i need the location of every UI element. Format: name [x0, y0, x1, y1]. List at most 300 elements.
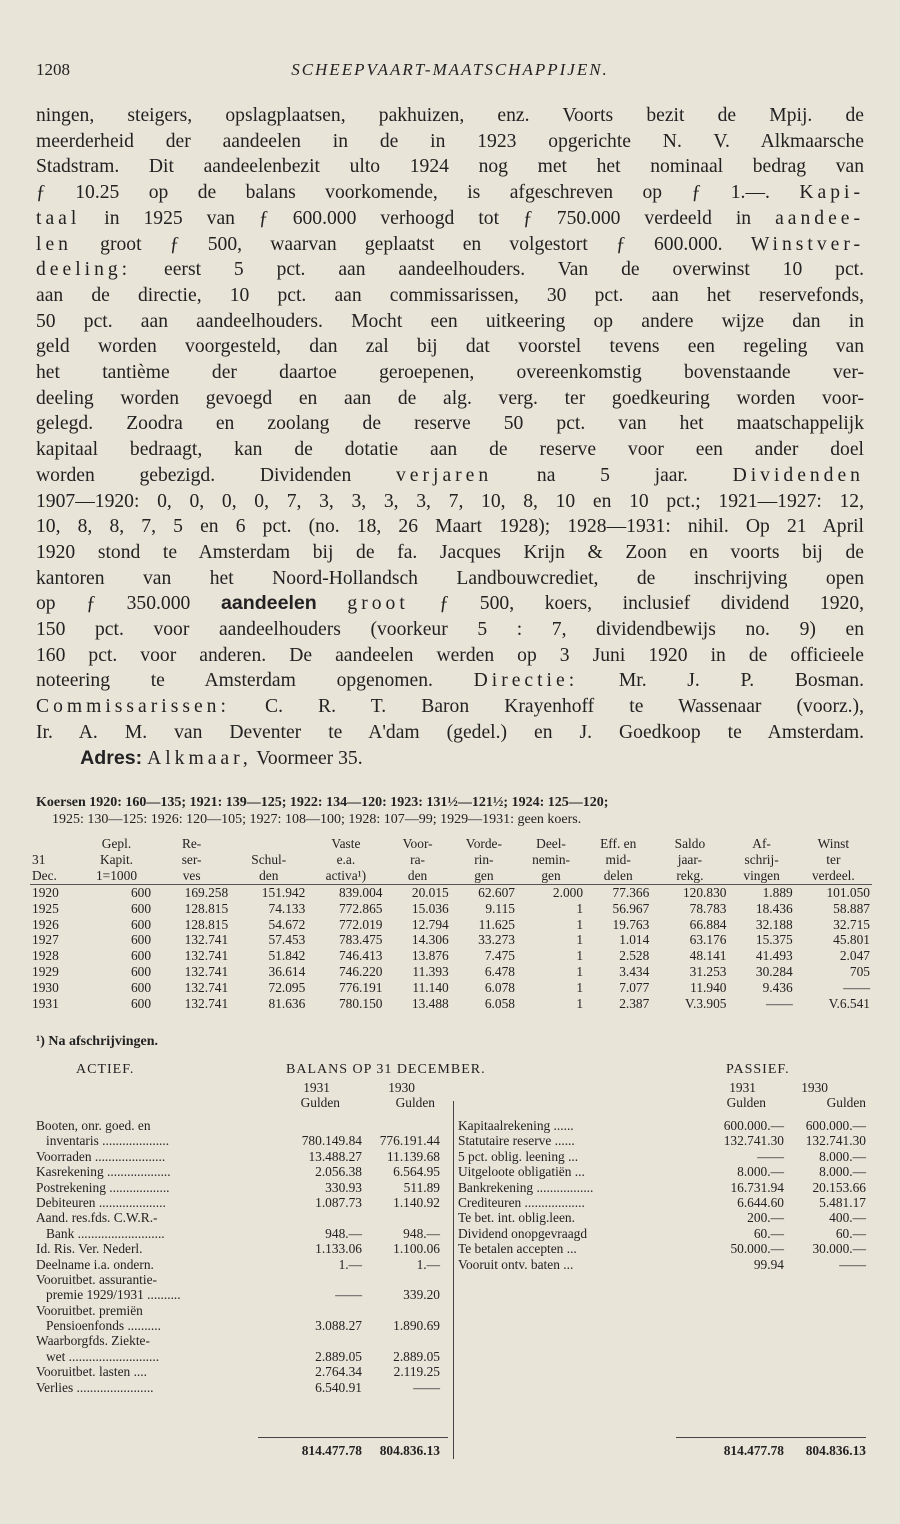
passief-row [458, 1180, 866, 1195]
table-cell: den [384, 868, 450, 884]
table-cell: 6.478 [484, 964, 515, 980]
table-cell: Saldo [674, 836, 706, 851]
table-cell: 6.078 [484, 980, 515, 996]
text-line [36, 463, 864, 489]
actief-year-heading [250, 1080, 450, 1111]
table-cell: rin- [474, 851, 494, 867]
table-cell: 62.607 [478, 884, 515, 900]
balans-item-label: Verlies ....................... [36, 1379, 154, 1395]
text-line: 1907—1920: 0, 0, 0, 0, 7, 3, 3, 3, 3, 7, 10, 8, 10 en 10 pct.; 1921—1927: 12, [36, 490, 864, 512]
balans-header [36, 1062, 864, 1080]
body-text [36, 103, 864, 771]
table-cell: 600 [130, 964, 152, 980]
emph-alkmaar: Alkmaar, [147, 747, 252, 769]
table-cell: 9.436 [762, 980, 793, 996]
actief-row [36, 1149, 448, 1164]
table-row [30, 964, 872, 980]
table-cell: gen [517, 868, 585, 884]
table-cell: 32.715 [833, 916, 870, 932]
table-cell: 128.815 [184, 900, 229, 916]
balans-value-1930: 8.000.— [819, 1148, 866, 1164]
balans-value-1930: 2.889.05 [393, 1348, 440, 1364]
table-cell: 746.413 [338, 948, 383, 964]
table-cell: 1 [576, 916, 584, 932]
passief-row [458, 1257, 866, 1272]
balans-value-1931: 780.149.84 [301, 1133, 362, 1149]
table-cell: 36.614 [268, 964, 306, 980]
passief-row [458, 1210, 866, 1225]
table-cell: 2.047 [839, 948, 870, 964]
section-directie: Directie: [473, 670, 579, 692]
passief-total-1931: 814.477.78 [723, 1443, 784, 1458]
text-line [36, 257, 864, 283]
table-cell: 1 [576, 964, 584, 980]
table-cell: 600 [130, 884, 152, 900]
table-cell: nemin- [532, 851, 570, 867]
table-cell: 56.967 [612, 900, 650, 916]
table-cell: Dec. [30, 868, 80, 884]
table-cell: Winst [817, 836, 850, 851]
page-number: 1208 [36, 60, 70, 79]
table-cell: 132.741 [184, 948, 229, 964]
actief-total-rule [258, 1437, 448, 1438]
balans-item-label: Vooruitbet. assurantie- [36, 1271, 157, 1287]
text-line [36, 746, 864, 772]
text-line [36, 668, 864, 694]
balans-item-label: Kapitaalrekening ...... [458, 1118, 574, 1133]
table-cell: 1925 [32, 900, 59, 916]
balans-item-label: Bankrekening ................. [458, 1179, 594, 1195]
table-cell: 772.019 [338, 916, 383, 932]
table-cell: 1927 [32, 932, 59, 948]
table-cell: 13.488 [411, 996, 449, 1012]
passief-row [458, 1164, 866, 1179]
table-cell [230, 836, 307, 852]
actief-total-1931: 814.477.78 [301, 1443, 362, 1458]
passief-year-1930: 1930 [801, 1080, 828, 1095]
actief-row [36, 1303, 448, 1318]
text-line [36, 180, 864, 206]
balans-value-1931: 3.088.27 [315, 1318, 362, 1334]
passief-row [458, 1149, 866, 1164]
table-cell: den [230, 868, 307, 884]
table-cell: 1 [576, 932, 584, 948]
text-line: aan de directie, 10 pct. aan commissarissen, 30 pct. aan het reservefonds, [36, 284, 864, 306]
table-cell: 11.625 [478, 916, 515, 932]
balans-value-1931: 132.741.30 [723, 1133, 784, 1149]
table-cell: 772.865 [338, 900, 383, 916]
table-cell: delen [585, 868, 651, 884]
balans-value-1930: 776.191.44 [379, 1133, 440, 1149]
table-cell: 31.253 [689, 964, 727, 980]
table-cell: V.3.905 [685, 996, 727, 1012]
table-cell: V.6.541 [828, 996, 870, 1012]
table-cell: 1920 [32, 884, 59, 900]
table-cell: 81.636 [268, 996, 306, 1012]
table-row [30, 917, 872, 933]
table-cell: jaar- [677, 851, 703, 867]
table-cell: 1=1000 [80, 868, 153, 884]
balans-value-1931: 1.133.06 [315, 1241, 362, 1257]
table-cell: 15.036 [411, 900, 449, 916]
balans-item-label: Voorraden ..................... [36, 1148, 166, 1164]
text-line: Stadstram. Dit aandeelenbezit ulto 1924 nog met het nominaal bedrag van [36, 156, 864, 178]
text-line [36, 591, 864, 617]
text-segment: ƒ 500, koers, inclusief dividend 1920, [439, 593, 865, 615]
balans-value-1931: —— [335, 1287, 362, 1303]
balans-value-1931: 13.488.27 [308, 1148, 362, 1164]
table-cell: mid- [605, 851, 631, 867]
table-cell: 31 [32, 851, 46, 867]
text-line [36, 206, 864, 232]
balans-item-label: Debiteuren .................... [36, 1194, 166, 1210]
table-cell: 3.434 [619, 964, 650, 980]
balans-value-1930: 339.20 [403, 1287, 440, 1303]
table-cell: 51.842 [268, 948, 306, 964]
passief-row [458, 1226, 866, 1241]
balans-item-label: Aand. res.fds. C.W.R.- [36, 1210, 158, 1226]
section-kapitaal-end: taal [36, 207, 81, 229]
table-cell: Re- [181, 836, 202, 851]
table-cell: 169.258 [184, 884, 229, 900]
balans-value-1931: 50.000.— [730, 1241, 784, 1257]
text-line: ningen, steigers, opslagplaatsen, pakhuizen, enz. Voorts bezit de Mpij. de [36, 105, 864, 126]
table-cell: vingen [728, 868, 794, 884]
table-cell: —— [765, 996, 793, 1012]
actief-row [36, 1133, 448, 1148]
table-cell: 45.801 [833, 932, 870, 948]
passief-column [458, 1118, 866, 1272]
balans-value-1930: 6.564.95 [393, 1164, 440, 1180]
table-cell: 54.672 [268, 916, 306, 932]
text-line: 150 pct. voor aandeelhouders (voorkeur 5 : 7, dividendbewijs no. 9) en [36, 619, 864, 641]
balans-value-1931: 2.056.38 [315, 1164, 362, 1180]
text-segment: na 5 jaar. [536, 464, 688, 486]
balans-item-label: 5 pct. oblig. leening ... [458, 1148, 579, 1164]
passief-row [458, 1118, 866, 1133]
passief-label: PASSIEF. [726, 1062, 790, 1077]
text-line: gelegd. Zoodra en zoolang de reserve 50 pct. van het maatschappelijk [36, 413, 864, 435]
balans-value-1931: 2.764.34 [315, 1364, 362, 1380]
table-cell: 1931 [32, 996, 59, 1012]
balans-item-label: Postrekening .................. [36, 1179, 170, 1195]
table-row [30, 884, 872, 900]
table-cell: 151.942 [261, 884, 306, 900]
passief-total-rule [676, 1437, 866, 1438]
balans-value-1931: 60.— [753, 1225, 784, 1241]
text-line: 10, 8, 8, 7, 5 en 6 pct. (no. 18, 26 Maart 1928); 1928—1931: nihil. Op 21 April [36, 516, 864, 538]
text-segment: groot ƒ 500, waarvan geplaatst en volgestort ƒ 600.000. [100, 233, 723, 255]
table-cell: e.a. [336, 851, 356, 867]
text-segment: noteering te Amsterdam opgenomen. [36, 670, 433, 692]
text-line: 160 pct. voor anderen. De aandeelen werden op 3 Juni 1920 in de officieele [36, 644, 864, 666]
running-title: SCHEEPVAART-MAATSCHAPPIJEN. [291, 60, 609, 79]
balans-value-1930: 1.100.06 [393, 1241, 440, 1257]
emph-aandeelen-end: len [36, 233, 72, 255]
table-cell: 1 [576, 996, 584, 1012]
statistics-table [30, 836, 872, 1012]
table-cell: ter [826, 851, 841, 867]
text-line: kapitaal bedraagt, kan de dotatie aan de reserve voor een ander doel [36, 439, 864, 461]
balans-item-label: Crediteuren .................. [458, 1194, 585, 1210]
actief-row [36, 1257, 448, 1272]
balans-value-1931: 200.— [747, 1210, 784, 1226]
table-cell: 1929 [32, 964, 59, 980]
table-row [30, 980, 872, 996]
table-cell: 63.176 [689, 932, 727, 948]
balans-item-label: Vooruitbet. premiën [36, 1302, 143, 1318]
balans-item-label: Kasrekening ................... [36, 1164, 171, 1180]
balans-item-label: Pensioenfonds .......... [46, 1318, 161, 1334]
table-cell: Schul- [251, 851, 287, 867]
table-cell: activa¹) [307, 868, 384, 884]
balans-value-1931: 1.087.73 [315, 1194, 362, 1210]
table-cell: 14.306 [411, 932, 449, 948]
actief-year-1930: 1930 [388, 1080, 415, 1095]
table-cell: 12.794 [411, 916, 449, 932]
balans-item-label: Waarborgfds. Ziekte- [36, 1333, 150, 1349]
passief-year-heading [660, 1080, 866, 1111]
text-line [36, 232, 864, 258]
passief-row [458, 1241, 866, 1256]
table-cell: 20.015 [411, 884, 449, 900]
balans-value-1931: 99.94 [753, 1256, 784, 1272]
table-cell: 132.741 [184, 964, 229, 980]
table-footnote: ¹) Na afschrijvingen. [36, 1034, 159, 1049]
table-cell: 600 [130, 932, 152, 948]
balans-item-label: Te bet. int. oblig.leen. [458, 1210, 575, 1226]
table-cell: 101.050 [826, 884, 870, 900]
text-line: kantoren van het Noord-Hollandsch Landbouwcrediet, de inschrijving open [36, 567, 864, 589]
actief-row [36, 1226, 448, 1241]
balans-value-1930: —— [839, 1256, 866, 1272]
balans-item-label: Deelname i.a. ondern. [36, 1256, 154, 1272]
table-cell: 30.284 [755, 964, 793, 980]
table-cell: 1 [576, 948, 584, 964]
balans-value-1930: 11.139.68 [386, 1148, 440, 1164]
balans-item-label: wet ........................... [46, 1348, 160, 1364]
balans-item-label: Id. Ris. Ver. Nederl. [36, 1241, 143, 1257]
balans-item-label: Dividend onopgevraagd [458, 1225, 588, 1241]
section-dividenden: Dividenden [732, 464, 864, 486]
table-cell: 78.783 [689, 900, 727, 916]
balans-value-1931: 6.540.91 [315, 1379, 362, 1395]
koersen-line: 1925: 130—125: 1926: 120—105; 1927: 108—100; 1928: 107—99; 1929—1931: geen koers. [52, 812, 582, 827]
section-adres: Adres: [80, 746, 143, 769]
actief-row [36, 1318, 448, 1333]
table-cell: 2.387 [619, 996, 650, 1012]
balans-value-1930: 20.153.66 [812, 1179, 866, 1195]
table-header-row [30, 852, 872, 868]
emph-aandeelen-bold: aandeelen [220, 592, 317, 615]
table-cell: 776.191 [338, 980, 383, 996]
table-cell: 120.830 [682, 884, 727, 900]
actief-column [36, 1118, 448, 1395]
koersen-block [36, 794, 864, 828]
table-cell: 9.115 [485, 900, 515, 916]
table-header-row [30, 836, 872, 852]
table-cell: 7.475 [484, 948, 515, 964]
balans-value-1930: 30.000.— [812, 1241, 866, 1257]
table-cell: Eff. en [600, 836, 637, 851]
table-cell: verdeel. [795, 868, 872, 884]
table-cell: 705 [849, 964, 870, 980]
balans-item-label: inventaris .................... [46, 1133, 170, 1149]
section-winstverdeeling-end: deeling: [36, 259, 132, 281]
table-cell: 19.763 [612, 916, 650, 932]
table-cell: 1 [576, 900, 584, 916]
balans-title: BALANS OP 31 DECEMBER. [286, 1062, 486, 1077]
text-segment: C. R. T. Baron Krayenhoff te Wassenaar (voorz.), [265, 696, 864, 718]
actief-row [36, 1118, 448, 1133]
koersen-line: Koersen 1920: 160—135; 1921: 139—125; 1922: 134—120: 1923: 131½—121½; 1924: 125—120; [36, 795, 609, 810]
text-segment: worden gebezigd. Dividenden [36, 464, 352, 486]
table-row [30, 996, 872, 1012]
table-cell: 2.000 [552, 884, 584, 900]
table-cell: 11.140 [412, 980, 449, 996]
table-cell: ves [153, 868, 230, 884]
actief-row [36, 1364, 448, 1379]
text-line: geld worden voorgesteld, dan zal bij dat voorstel tevens een regeling van [36, 336, 864, 358]
table-cell: Deel- [536, 836, 566, 851]
table-cell: 780.150 [338, 996, 383, 1012]
table-cell: 74.133 [268, 900, 306, 916]
balans-value-1930: 948.— [403, 1225, 440, 1241]
table-cell: Voor- [402, 836, 433, 851]
actief-row [36, 1287, 448, 1302]
table-cell: 66.884 [689, 916, 727, 932]
balans-value-1931: 948.— [325, 1225, 362, 1241]
table-cell: 600 [130, 980, 152, 996]
table-cell: 746.220 [338, 964, 383, 980]
balans-item-label: Statutaire reserve ...... [458, 1133, 575, 1149]
table-cell: —— [843, 980, 870, 996]
table-cell: Gepl. [101, 836, 132, 851]
table-cell: 132.741 [184, 996, 229, 1012]
text-line: 50 pct. aan aandeelhouders. Mocht een uitkeering op andere wijze dan in [36, 310, 864, 332]
emph-aandeelen: aandee- [775, 207, 864, 229]
table-cell: 11.940 [690, 980, 727, 996]
balans-value-1931: —— [757, 1148, 784, 1164]
table-cell: gen [451, 868, 517, 884]
text-segment: op ƒ 350.000 [36, 593, 191, 615]
text-line [36, 694, 864, 720]
table-cell: 1930 [32, 980, 59, 996]
table-cell [30, 836, 80, 852]
balans-value-1930: 8.000.— [819, 1164, 866, 1180]
table-cell: 77.366 [612, 884, 650, 900]
actief-unit-1930: Gulden [395, 1095, 435, 1111]
text-segment: Voormeer 35. [256, 747, 363, 769]
section-winstverdeeling: Winstver- [750, 233, 864, 255]
balans-value-1930: 600.000.— [805, 1118, 866, 1133]
actief-row [36, 1195, 448, 1210]
passief-total-1930: 804.836.13 [805, 1443, 866, 1458]
balans-item-label: premie 1929/1931 .......... [46, 1287, 181, 1303]
section-kapitaal: Kapi- [799, 182, 864, 204]
table-cell: rekg. [651, 868, 728, 884]
table-cell: Kapit. [99, 851, 134, 867]
balans-value-1931: 6.644.60 [737, 1194, 784, 1210]
table-cell: ser- [181, 851, 202, 867]
balans-value-1931: 600.000.— [723, 1118, 784, 1133]
table-row [30, 901, 872, 917]
emph-verjaren: verjaren [395, 464, 493, 486]
balans-item-label: Booten, onr. goed. en [36, 1118, 151, 1133]
balans-value-1931: 2.889.05 [315, 1348, 362, 1364]
balans-item-label: Uitgeloote obligatiën ... [458, 1164, 585, 1180]
balans-value-1930: 60.— [835, 1225, 866, 1241]
passief-row [458, 1133, 866, 1148]
balans-item-label: Vooruitbet. lasten .... [36, 1364, 147, 1380]
text-line: 1920 stond te Amsterdam bij de fa. Jacques Krijn & Zoon en voorts bij de [36, 541, 864, 563]
text-line: deeling worden gevoegd en aan de alg. verg. ter goedkeuring worden voor- [36, 387, 864, 409]
emph-groot: groot [347, 593, 409, 615]
balans-value-1931: 1.— [338, 1256, 362, 1272]
actief-year-1931: 1931 [303, 1080, 330, 1095]
table-row [30, 932, 872, 948]
table-cell: 1.014 [619, 932, 650, 948]
table-cell: 48.141 [689, 948, 727, 964]
table-cell: 600 [130, 900, 152, 916]
balans-item-label: Bank .......................... [46, 1225, 165, 1241]
text-segment: in 1925 van ƒ 600.000 verhoogd tot ƒ 750.000 verdeeld in [104, 207, 752, 229]
balans-value-1930: 5.481.17 [819, 1194, 866, 1210]
actief-row [36, 1272, 448, 1287]
table-cell: 33.273 [478, 932, 515, 948]
balans-divider [453, 1101, 454, 1459]
passief-row [458, 1195, 866, 1210]
table-cell: Vaste [331, 836, 361, 851]
balans-value-1930: 1.— [416, 1256, 440, 1272]
table-cell: 1 [576, 980, 584, 996]
table-cell: 6.058 [484, 996, 515, 1012]
table-cell: 13.876 [411, 948, 449, 964]
table-cell: 600 [130, 948, 152, 964]
balans-item-label: Vooruit ontv. baten ... [458, 1256, 574, 1272]
actief-row [36, 1210, 448, 1225]
balans-item-label: Te betalen accepten ... [458, 1241, 577, 1257]
actief-row [36, 1380, 448, 1395]
text-line: het tantième der daartoe geroepenen, overeenkomstig bovenstaande ver- [36, 362, 864, 384]
text-segment: Mr. J. P. Bosman. [618, 670, 864, 692]
balans-value-1930: 1.140.92 [393, 1194, 440, 1210]
table-cell: 600 [130, 996, 152, 1012]
table-cell: Af- [752, 836, 771, 851]
table-cell: ra- [410, 851, 426, 867]
text-segment: ƒ 10.25 op de balans voorkomende, is afgeschreven op ƒ 1.—. [36, 182, 770, 204]
table-cell: 72.095 [268, 980, 306, 996]
actief-row [36, 1164, 448, 1179]
passief-unit-1931: Gulden [726, 1095, 766, 1111]
table-header-row [30, 868, 872, 884]
balans-value-1930: 132.741.30 [805, 1133, 866, 1149]
actief-row [36, 1349, 448, 1364]
balans-value-1930: 2.119.25 [393, 1364, 440, 1380]
balans-value-1930: 511.89 [403, 1179, 440, 1195]
balans-value-1930: —— [413, 1379, 440, 1395]
table-cell: schrij- [744, 851, 779, 867]
table-cell: 1928 [32, 948, 59, 964]
table-cell: 132.741 [184, 980, 229, 996]
table-cell: 128.815 [184, 916, 229, 932]
section-commissarissen: Commissarissen: [36, 696, 230, 718]
table-cell: 132.741 [184, 932, 229, 948]
table-cell: 1926 [32, 916, 59, 932]
table-cell: 58.887 [833, 900, 870, 916]
text-line: meerderheid der aandeelen in de in 1923 opgerichte N. V. Alkmaarsche [36, 130, 864, 152]
table-cell: 600 [130, 916, 152, 932]
